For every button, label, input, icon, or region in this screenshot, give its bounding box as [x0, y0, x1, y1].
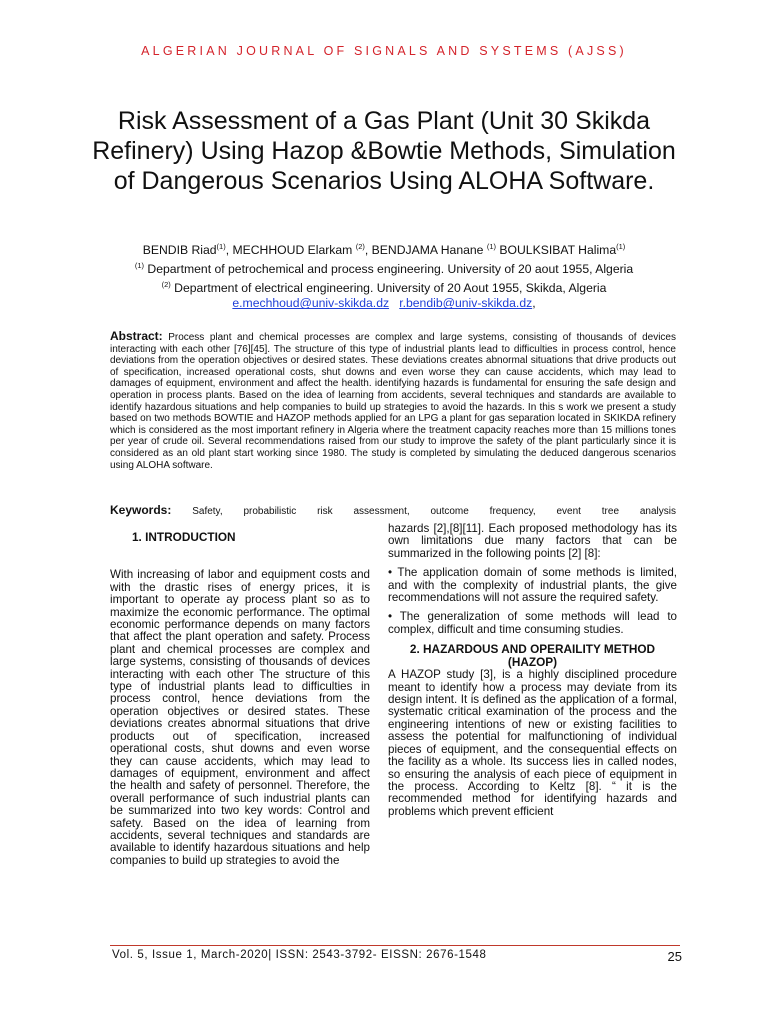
- author-line: [60, 239, 708, 258]
- page-number: 25: [667, 949, 682, 964]
- affiliation-text: Department of electrical engineering. University of 20 Aout 1955, Skikda, Algeria: [170, 281, 607, 296]
- abstract-label: Abstract:: [110, 329, 163, 343]
- author-block: [60, 239, 708, 311]
- email-link[interactable]: e.mechhoud@univ-skikda.dz: [232, 296, 390, 311]
- affiliation-mark: (1): [134, 261, 145, 271]
- left-column: [110, 531, 370, 874]
- body-paragraph: A HAZOP study [3], is a highly disciplined procedure meant to identify how a process may deviate from its design intent. It is defined as the application of a formal, systematic critical examination of the process and the engineering intentions of new or existing facilities to assess the potential for malfunctioning of individual pieces of equipment, and the consequential effects on the facility as a whole. Its success lies in called nodes, so ensuring the analysis of each piece of equipment in the process. According to Keltz [8]. “ it is the recommended method for identifying hazards and problems which prevent efficient: [388, 668, 677, 818]
- author-affiliation-mark: (1): [486, 242, 496, 251]
- author-name: , MECHHOUD Elarkam: [225, 243, 356, 258]
- author-affiliation-mark: (1): [616, 242, 626, 251]
- page-footer: [112, 949, 682, 964]
- section-heading-introduction: 1. INTRODUCTION: [132, 530, 236, 544]
- abstract: [110, 331, 676, 471]
- footer-rule: [110, 945, 680, 946]
- right-column: [388, 523, 677, 825]
- author-affiliation-mark: (1): [216, 242, 226, 251]
- author-name: BENDIB Riad: [142, 243, 217, 258]
- affiliation-1: [60, 258, 708, 277]
- keywords: [110, 503, 676, 517]
- body-paragraph: hazards [2],[8][11]. Each proposed methodology has its own limitations due many factors that can be summarized in the following points [2] [8]:: [388, 522, 677, 560]
- author-affiliation-mark: (2): [355, 242, 365, 251]
- keywords-label: Keywords:: [110, 503, 172, 517]
- affiliation-2: [60, 277, 708, 296]
- author-name: , BENDJAMA Hanane: [364, 243, 487, 258]
- keywords-text: Safety, probabilistic risk assessment, outcome frequency, event tree analysis: [171, 506, 676, 517]
- paper-title: Risk Assessment of a Gas Plant (Unit 30 Skikda Refinery) Using Hazop &Bowtie Methods, Simulation of Dangerous Scenarios Using ALOHA Software.: [92, 107, 676, 195]
- email-link[interactable]: r.bendib@univ-skikda.dz: [399, 296, 533, 311]
- abstract-text: Process plant and chemical processes are complex and large systems, consisting of thousands of devices interacting with each other [76][45]. The structure of this type of industrial plants lead to difficulties in process control, hence deviations from the operation objectives or desired states. These deviations creates abnormal situations that drive products out of specification, increased operational costs, shut downs and even worse they can cause accidents, which may lead to damages of equipment, environment and affect the health. identifying hazards is fundamental for ensuring the safe design and operation in process plants. Based on the idea of learning from accidents, several techniques and standards are available to identify hazardous situations and help companies to build up strategies to avoid the hazards. In this s work we present a study based on two methods BOWTIE and HAZOP methods applied for an LPG a plant for gas separation located in SKIKDA refinery which is considered as the most important refinery in Algeria where the treatment capacity reaches more than 15 millions tones per year of crude oil. Several recommendations raised from our study to improve the safety of the plant particularly since it is considered as an old plant start working since 1980. The study is completed by simulating the deduced dangerous scenarios using ALOHA software.: [110, 332, 676, 471]
- body-paragraph: With increasing of labor and equipment costs and with the drastic rises of energy prices, it is important to operate ay process plant so as to maximize the economic performance. The optimal economic performance depends on many factors that affect the plant operation and safety. Process plant and chemical processes are complex and large systems, consisting of thousands of devices interacting with each other The structure of this type of industrial plants lead to difficulties in process control, hence deviations from the operation objectives or desired states. These deviations creates abnormal situations that drive products out of specification, increased operational costs, shut downs and even worse they can cause accidents, which may lead to damages of equipment, environment and affect the health and safety of personnel. Therefore, the overall performance of such industrial plants can be summarized into two key words: Control and safety. Based on the idea of learning from accidents, several techniques and standards are available to identify hazardous situations and help companies to build up strategies to avoid the: [110, 568, 370, 867]
- bullet-paragraph: • The generalization of some methods will lead to complex, difficult and time consuming studies.: [388, 610, 677, 636]
- email-separator: ,: [532, 296, 536, 311]
- bullet-paragraph: • The application domain of some methods is limited, and with the complexity of industrial plants, the give recommendations will not assure the required safety.: [388, 566, 677, 605]
- affiliation-text: Department of petrochemical and process engineering. University of 20 aout 1955, Algeria: [144, 262, 634, 277]
- journal-header: ALGERIAN JOURNAL OF SIGNALS AND SYSTEMS (AJSS): [141, 44, 627, 58]
- author-name: BOULKSIBAT Halima: [496, 243, 617, 258]
- affiliation-mark: (2): [161, 280, 171, 290]
- email-line: [60, 296, 708, 311]
- footer-citation: Vol. 5, Issue 1, March-2020| ISSN: 2543-3792- EISSN: 2676-1548: [112, 949, 487, 961]
- section-heading-hazop: 2. HAZARDOUS AND OPERAILITY METHOD (HAZOP): [409, 642, 656, 670]
